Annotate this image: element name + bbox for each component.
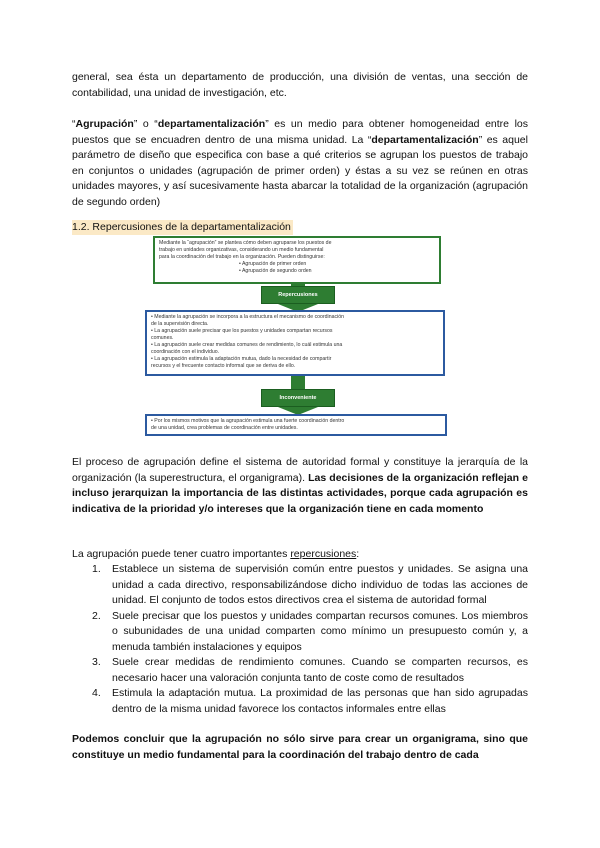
connector (291, 376, 305, 389)
list-number: 1. (92, 563, 101, 575)
diagram-text: • Mediante la agrupación se incorpora a la estructura el mecanismo de coordinación (151, 314, 344, 320)
list-text: Establece un sistema de supervisión común entre puestos y unidades. Se asigna una unidad a cada directivo, responsabilizándose dicho individuo de todas las acciones de unidad. El conjunto de todos estos directivos crea el sistema de autoridad formal (112, 563, 528, 606)
text: ” es aquel parámetro de diseño que especifica con base a qué criterios se agrupan los puestos de trabajo en conjuntos o unidades (agrupación de primer orden) y éstas a su vez se reúnen en otras unidades mayores, y así sucesivamente hasta abarcar la totalidad de la organización (agrupación de segundo orden) (72, 133, 528, 208)
text: La agrupación puede tener cuatro importantes (72, 548, 291, 560)
diagram-text: comunes. (151, 335, 174, 341)
paragraph-repercussions-intro (72, 547, 528, 563)
diagram-text: Mediante la “agrupación” se plantea cómo deben agruparse los puestos de (159, 240, 332, 246)
list-text: Suele crear medidas de rendimiento comunes. Cuando se comparten recursos, es necesario hacer una valoración conjunta tanto de coste como de resultados (112, 656, 528, 684)
diagram-text: • Por los mismos motivos que la agrupación estimula una fuerte coordinación dentro (151, 418, 345, 424)
term-agrupacion: Agrupación (75, 118, 134, 130)
diagram-text: • La agrupación estimula la adaptación mutua, dado la necesidad de compartir (151, 356, 332, 362)
arrow-label-inconveniente: Inconveniente (261, 389, 335, 407)
paragraph-authority (72, 455, 528, 517)
diagram-text: recursos y el frecuente contacto informal que se deriva de ello. (151, 363, 296, 369)
underlined-term: repercusiones (290, 548, 357, 560)
term-departamentalizacion: departamentalización (157, 118, 266, 130)
diagram-text: de una unidad, crea problemas de coordinación entre unidades. (151, 425, 298, 431)
repercussions-diagram (145, 236, 455, 439)
text: ” o “ (133, 118, 158, 130)
diagram-box-agrupacion (153, 236, 441, 284)
paragraph-definition (72, 117, 528, 210)
paragraph-conclusion: Podemos concluir que la agrupación no sólo sirve para crear un organigrama, sino que constituye un medio fundamental para la coordinación del trabajo dentro de cada (72, 733, 528, 761)
repercussions-list (92, 562, 528, 717)
list-item (92, 686, 528, 717)
list-text: Estimula la adaptación mutua. La proximidad de las personas que han sido agrupadas dentro de la misma unidad favorece los contactos informales entre ellas (112, 687, 528, 715)
text: “ (72, 118, 76, 130)
diagram-text: • Agrupación de segundo orden (239, 268, 312, 274)
text: ” es un medio para obtener homogeneidad entre los puestos que se encuadren dentro de una misma unidad. La “ (72, 118, 528, 146)
diagram-text: • Agrupación de primer orden (239, 261, 307, 267)
term-departamentalizacion: departamentalización (371, 133, 479, 146)
paragraph-intro: general, sea ésta un departamento de producción, una división de ventas, una sección de contabilidad, una unidad de investigación, etc. (72, 71, 528, 99)
bold-statement: Las decisiones de la organización reflejan e incluso jerarquizan la importancia de las distintas actividades, porque cada agrupación es indicativa de la prioridad y/o intereses que la organización tiene en cada momento (72, 471, 528, 515)
text: El proceso de agrupación define el sistema de autoridad formal y constituye la jerarquía de la organización (la superestructura, el organigrama). (72, 456, 528, 484)
list-number: 3. (92, 656, 101, 668)
diagram-text: coordinación con el individuo. (151, 349, 220, 355)
text: : (356, 548, 360, 560)
diagram-text: • La agrupación suele crear medidas comunes de rendimiento, lo cuál estimula una (151, 342, 343, 348)
diagram-box-inconveniente (145, 414, 447, 436)
diagram-box-repercusiones (145, 310, 445, 376)
diagram-text: para la coordinación del trabajo en la organización. Pueden distinguirse: (159, 254, 325, 260)
list-text: Suele precisar que los puestos y unidades compartan recursos comunes. Los miembros o subunidades de una unidad comparten como mínimo un presupuesto común y, a menuda también instalaciones y equipos (112, 609, 528, 653)
list-item (92, 609, 528, 656)
list-item (92, 562, 528, 609)
list-item (92, 655, 528, 686)
list-number: 2. (92, 609, 101, 622)
diagram-text: de la supervisión directa. (151, 321, 209, 327)
arrow-label-repercusiones: Repercusiones (261, 286, 335, 304)
list-number: 4. (92, 687, 101, 699)
section-heading: 1.2. Repercusiones de la departamentalización (72, 221, 291, 233)
diagram-text: • La agrupación suele precisar que los puestos y unidades compartan recursos (151, 328, 333, 334)
diagram-text: trabajo en unidades organizativas, considerando un medio fundamental (159, 247, 324, 253)
